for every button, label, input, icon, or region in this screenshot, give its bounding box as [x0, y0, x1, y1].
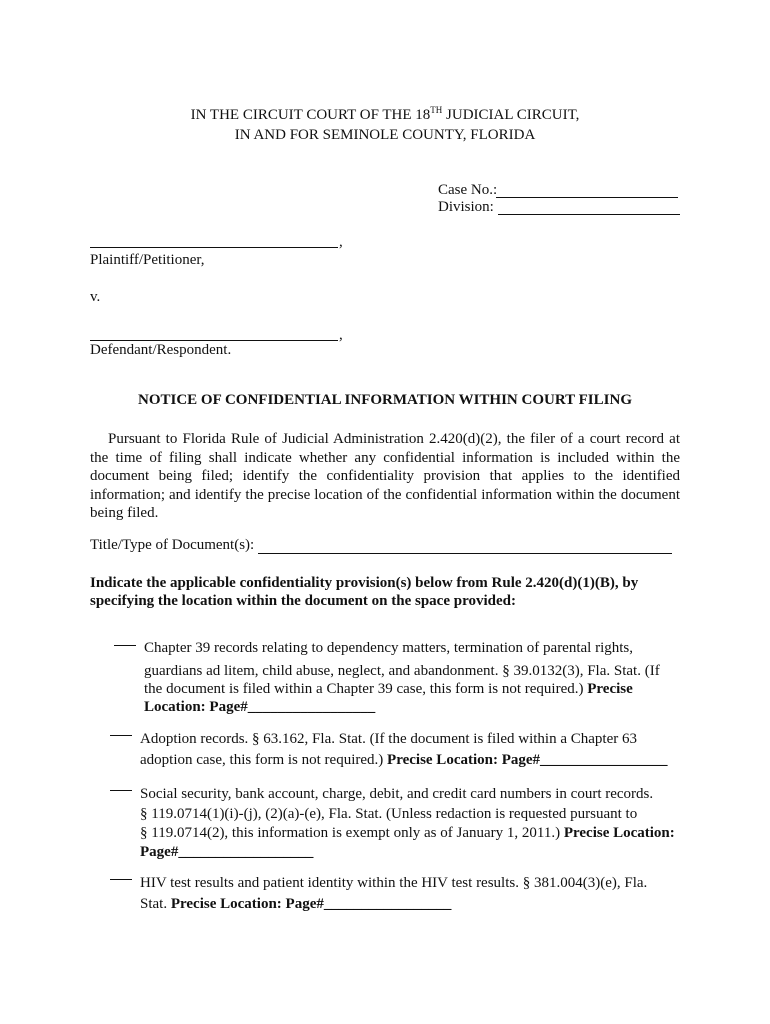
- case-no-field[interactable]: [496, 181, 678, 198]
- plaintiff-comma: ,: [339, 234, 343, 250]
- provision-hiv-checkbox[interactable]: [110, 879, 132, 880]
- intro-paragraph: Pursuant to Florida Rule of Judicial Administration 2.420(d)(2), the filer of a court record at the time of filing shall indicate whether any confidential information is included within the document being filed; identify the confidentiality provision that applies to the identified information; and identify the precise location of the confidential information within the document being filed.: [90, 431, 680, 522]
- defendant-comma: ,: [339, 327, 343, 343]
- provision-ssn-page-field[interactable]: __________________: [178, 844, 314, 860]
- court-heading-line2: IN AND FOR SEMINOLE COUNTY, FLORIDA: [234, 127, 536, 143]
- document-title-field[interactable]: [258, 537, 672, 554]
- provision-hiv-page-field[interactable]: _________________: [323, 896, 452, 912]
- provision-ssn-line2: § 119.0714(1)(i)-(j), (2)(a)-(e), Fla. Stat. (Unless redaction is requested pursuant to: [140, 806, 638, 822]
- case-no-label: Case No.:: [438, 182, 498, 198]
- instruction-line2: specifying the location within the document on the space provided:: [90, 593, 516, 609]
- division-label: Division:: [438, 199, 494, 215]
- notice-title: NOTICE OF CONFIDENTIAL INFORMATION WITHIN COURT FILING: [138, 392, 632, 408]
- provision-ssn-location: Page#__________________: [140, 844, 314, 860]
- provision-chapter39-line1: Chapter 39 records relating to dependency matters, termination of parental rights,: [144, 640, 634, 656]
- provision-hiv-line2: Stat. Precise Location: Page#_________________: [140, 896, 452, 912]
- provision-adoption-line2: adoption case, this form is not required.) Precise Location: Page#_________________: [140, 752, 668, 768]
- defendant-label: Defendant/Respondent.: [90, 342, 232, 358]
- provision-chapter39-line2: guardians ad litem, child abuse, neglect, and abandonment. § 39.0132(3), Fla. Stat. (If: [144, 663, 660, 679]
- defendant-name-field[interactable]: [90, 325, 338, 341]
- provision-hiv-line1: HIV test results and patient identity within the HIV test results. § 381.004(3)(e), Fla.: [140, 875, 648, 891]
- provision-chapter39-line3: the document is filed within a Chapter 39 case, this form is not required.) Precise: [144, 681, 633, 697]
- provision-chapter39-location: Location: Page#_________________: [144, 699, 376, 715]
- plaintiff-label: Plaintiff/Petitioner,: [90, 252, 205, 268]
- plaintiff-name-field[interactable]: [90, 232, 338, 248]
- provision-chapter39-checkbox[interactable]: [114, 645, 136, 646]
- instruction-line1: Indicate the applicable confidentiality provision(s) below from Rule 2.420(d)(1)(B), by: [90, 575, 639, 591]
- division-field[interactable]: [498, 198, 680, 215]
- court-heading-line1: IN THE CIRCUIT COURT OF THE 18TH JUDICIAL CIRCUIT,: [190, 105, 580, 123]
- provision-ssn-checkbox[interactable]: [110, 790, 132, 791]
- document-title-label: Title/Type of Document(s):: [90, 537, 255, 553]
- provision-adoption-line1: Adoption records. § 63.162, Fla. Stat. (If the document is filed within a Chapter 63: [140, 731, 637, 747]
- provision-ssn-line1: Social security, bank account, charge, debit, and credit card numbers in court records.: [140, 786, 654, 802]
- provision-adoption-checkbox[interactable]: [110, 735, 132, 736]
- provision-adoption-page-field[interactable]: _________________: [540, 752, 668, 768]
- provision-chapter39-page-field[interactable]: _________________: [247, 699, 376, 715]
- versus-label: v.: [90, 289, 101, 305]
- provision-ssn-line3: § 119.0714(2), this information is exempt only as of January 1, 2011.) Precise Location:: [140, 825, 675, 841]
- ordinal-superscript: TH: [430, 105, 443, 115]
